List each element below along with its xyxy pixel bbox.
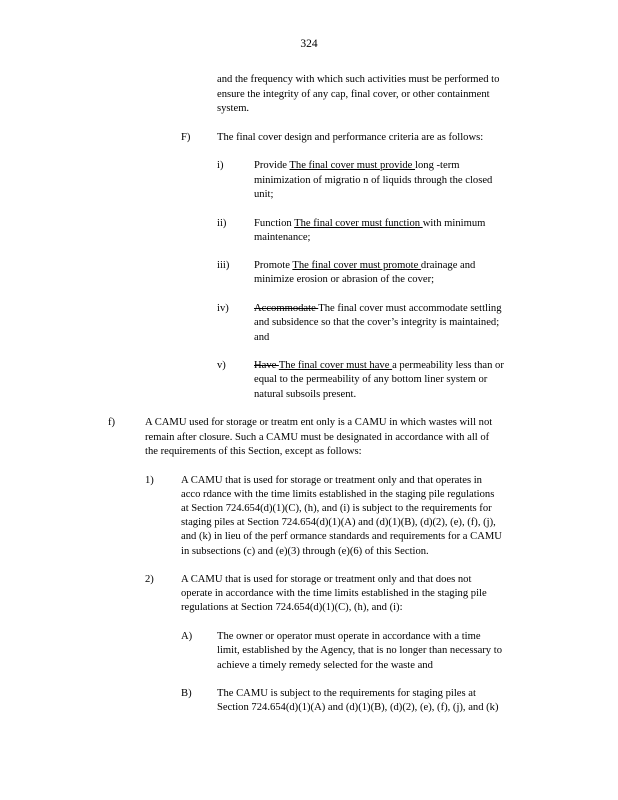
item-1-line: and (k) in lieu of the perf ormance standards and requirements for a CAMU	[181, 531, 502, 542]
item-iv-struck: Accommodate	[254, 303, 319, 314]
item-iii-first-line	[254, 259, 475, 272]
item-ii-pre: Function	[254, 218, 295, 229]
item-i-inserted: The final cover must provide	[289, 160, 416, 171]
item-i-line: minimization of migratio n of liquids through the closed	[254, 175, 493, 186]
item-label-f: f)	[108, 417, 116, 428]
item-1-line: acco rdance with the time limits established in the staging pile regulations	[181, 489, 495, 500]
item-label-i: i)	[217, 160, 224, 171]
item-v-line: natural subsoils present.	[254, 389, 357, 400]
item-label-iii: iii)	[217, 260, 230, 271]
page-number: 324	[300, 38, 318, 50]
f-line: remain after closure. Such a CAMU must be designated in accordance with all of	[145, 432, 490, 443]
item-i-line: unit;	[254, 189, 274, 200]
item-1-line: at Section 724.654(d)(1)(C), (h), and (i) is subject to the requirements for	[181, 503, 492, 514]
item-iv-line: and	[254, 332, 270, 343]
intro-line: ensure the integrity of any cap, final cover, or other containment	[217, 89, 490, 100]
item-ii-post: with minimum	[422, 218, 486, 229]
item-iv-post: The final cover must accommodate settling	[318, 303, 502, 314]
item-label-A: A)	[181, 631, 193, 642]
item-i-post: long -term	[415, 160, 460, 171]
item-i-first-line	[254, 159, 459, 172]
item-label-2: 2)	[145, 574, 154, 585]
item-label-F: F)	[181, 132, 191, 143]
item-iv-line: and subsidence so that the cover’s integrity is maintained;	[254, 317, 500, 328]
item-v-first-line	[254, 359, 504, 372]
f-line: the requirements of this Section, except as follows:	[145, 446, 362, 457]
item-label-iv: iv)	[217, 303, 229, 314]
item-1-line: A CAMU that is used for storage or treatment only and that operates in	[181, 475, 482, 486]
item-A-line: The owner or operator must operate in accordance with a time	[217, 631, 481, 642]
item-A-line: limit, established by the Agency, that is no longer than necessary to	[217, 645, 502, 656]
item-B-line: Section 724.654(d)(1)(A) and (d)(1)(B), (d)(2), (e), (f), (j), and (k)	[217, 702, 499, 713]
F-heading-text: The final cover design and performance criteria are as follows:	[217, 132, 484, 143]
item-ii-line: maintenance;	[254, 232, 311, 243]
item-iii-inserted: The final cover must promote	[292, 260, 421, 271]
item-B-line: The CAMU is subject to the requirements for staging piles at	[217, 688, 476, 699]
item-label-v: v)	[217, 360, 226, 371]
item-iv-first-line	[254, 302, 502, 315]
item-v-inserted: The final cover must have	[278, 360, 393, 371]
item-2-line: operate in accordance with the time limits established in the staging pile	[181, 588, 487, 599]
intro-line: and the frequency with which such activities must be performed to	[217, 74, 500, 85]
item-ii-first-line	[254, 217, 485, 230]
item-iii-pre: Promote	[254, 260, 293, 271]
item-label-1: 1)	[145, 475, 154, 486]
item-1-line: in subsections (c) and (e)(3) through (e)(6) of this Section.	[181, 546, 429, 557]
item-v-line: equal to the permeability of any bottom liner system or	[254, 374, 488, 385]
item-2-line: A CAMU that is used for storage or treatment only and that does not	[181, 574, 472, 585]
item-iii-line: minimize erosion or abrasion of the cover;	[254, 274, 435, 285]
item-iii-post: drainage and	[420, 260, 476, 271]
intro-line: system.	[217, 103, 250, 114]
item-2-line: regulations at Section 724.654(d)(1)(C), (h), and (i):	[181, 602, 403, 613]
item-v-post: a permeability less than or	[392, 360, 504, 371]
item-ii-inserted: The final cover must function	[294, 218, 423, 229]
item-i-pre: Provide	[254, 160, 290, 171]
item-v-struck: Have	[254, 360, 279, 371]
item-label-B: B)	[181, 688, 192, 699]
item-1-line: staging piles at Section 724.654(d)(1)(A) and (d)(1)(B), (d)(2), (e), (f), (j),	[181, 517, 496, 528]
f-line: A CAMU used for storage or treatm ent only is a CAMU in which wastes will not	[145, 417, 493, 428]
item-A-line: achieve a timely remedy selected for the waste and	[217, 660, 433, 671]
item-label-ii: ii)	[217, 218, 227, 229]
